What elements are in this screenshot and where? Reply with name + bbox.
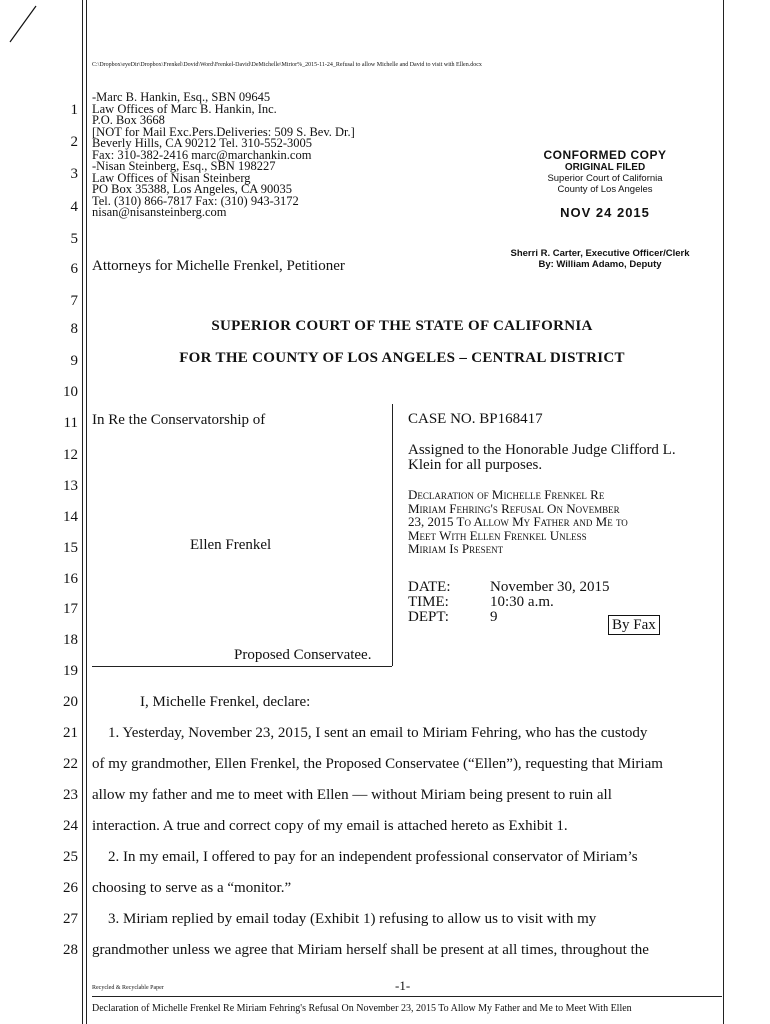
line-number: 9 [70,353,78,369]
caption-underline [92,666,392,667]
line-number: 20 [63,694,78,710]
stamp-line: ORIGINAL FILED [564,162,646,173]
body-line: 1. Yesterday, November 23, 2015, I sent an email to Miriam Fehring, who has the custody [108,725,648,741]
line-number: 26 [63,880,78,896]
body-line: I, Michelle Frenkel, declare: [140,694,311,710]
counsel-line: -Nisan Steinberg, Esq., SBN 198227 [92,159,276,173]
counsel-line: PO Box 35388, Los Angeles, CA 90035 [92,182,293,196]
footer-title: Declaration of Michelle Frenkel Re Miriam Fehring's Refusal On November 23, 2015 To Allow My Father and Me to Meet With Ellen [92,1003,632,1014]
case-assigned-line: Assigned to the Honorable Judge Clifford L. [408,442,676,458]
caption-name: Ellen Frenkel [190,537,272,553]
clerk-stamp [490,248,710,270]
hearing-date-label: DATE: [408,579,451,595]
caption-divider [392,404,393,666]
line-number: 3 [70,166,78,182]
stamp-date: NOV 24 2015 [560,205,650,220]
line-number: 25 [63,849,78,865]
line-number: 7 [70,293,78,309]
clerk-line: By: William Adamo, Deputy [538,259,662,270]
counsel-line: Beverly Hills, CA 90212 Tel. 310-552-3005 [92,136,313,150]
caption-in-re: In Re the Conservatorship of [92,412,266,428]
line-number: 12 [63,447,78,463]
body-line: interaction. A true and correct copy of my email is attached hereto as Exhibit 1. [92,818,568,834]
counsel-line: -Marc B. Hankin, Esq., SBN 09645 [92,90,271,104]
line-number: 6 [70,261,78,277]
declaration-title [408,488,720,556]
line-number: 5 [70,231,78,247]
page-number: -1- [395,978,411,993]
hearing-dept-value: 9 [490,609,498,625]
line-number: 11 [63,415,78,431]
stamp-line: County of Los Angeles [557,184,653,195]
right-margin-line [723,0,724,1024]
body-line: 3. Miriam replied by email today (Exhibit 1) refusing to allow us to visit with my [108,911,597,927]
hearing-info [408,580,610,625]
counsel-line: Fax: 310-382-2416 marc@marchankin.com [92,147,312,162]
file-path-header: C:\Dropbox\eyeDir\Dropbox\Frenkel\Dovid\Word\Frenkel-David\DeMichelle\Mirior%_2015-11-24_Refusal to allow Michelle and David to visit with Ellen.docx [92,62,482,68]
counsel-line: P.O. Box 3668 [92,113,165,127]
body-line: allow my father and me to meet with Ellen — without Miriam being present to ruin all [92,787,612,803]
line-number: 4 [70,199,78,215]
line-number: 13 [63,478,78,494]
left-margin-line-inner [86,0,87,1024]
case-assigned-line: Klein for all purposes. [408,457,543,473]
declaration-title-line: Declaration of Michelle Frenkel Re [408,487,605,502]
line-number: 22 [63,756,78,772]
declaration-title-line: 23, 2015 To Allow My Father and Me to [408,514,628,529]
clerk-line: Sherri R. Carter, Executive Officer/Clerk [510,248,690,259]
court-name-line-1: SUPERIOR COURT OF THE STATE OF CALIFORNIA [211,318,593,334]
line-number: 28 [63,942,78,958]
line-number: 16 [63,571,78,587]
line-number: 24 [63,818,78,834]
body-line: choosing to serve as a “monitor.” [92,880,292,896]
body-line: 2. In my email, I offered to pay for an independent professional conservator of Miriam’s [108,849,638,865]
hearing-time-value: 10:30 a.m. [490,594,554,610]
footer-rule [92,996,722,997]
counsel-block [92,92,355,219]
counsel-line: Law Offices of Marc B. Hankin, Inc. [92,101,277,116]
counsel-line: nisan@nisansteinberg.com [92,205,227,219]
declaration-title-line: Meet With Ellen Frenkel Unless [408,527,587,543]
body-line: of my grandmother, Ellen Frenkel, the Proposed Conservatee (“Ellen”), requesting that Miriam [92,756,663,772]
hearing-dept-label: DEPT: [408,609,449,625]
stamp-line: Superior Court of California [547,173,663,184]
line-number: 27 [63,911,78,927]
line-number: 8 [70,321,78,337]
hearing-time-label: TIME: [408,594,449,610]
counsel-line: [NOT for Mail Exc.Pers.Deliveries: 509 S. Bev. Dr.] [92,124,355,139]
line-number: 17 [63,601,78,617]
filing-stamp [505,148,705,220]
counsel-line: Law Offices of Nisan Steinberg [92,170,251,185]
line-number: 15 [63,540,78,556]
attorneys-for: Attorneys for Michelle Frenkel, Petitioner [92,258,345,274]
line-number: 19 [63,663,78,679]
hearing-date-value: November 30, 2015 [490,579,610,595]
line-number: 2 [70,134,78,150]
counsel-line: Tel. (310) 866-7817 Fax: (310) 943-3172 [92,193,299,208]
line-number: 1 [70,102,78,118]
line-number: 23 [63,787,78,803]
declaration-title-line: Miriam Fehring's Refusal On November [408,500,620,516]
stamp-line: CONFORMED COPY [543,148,667,162]
body-line: grandmother unless we agree that Miriam herself shall be present at all times, throughout the [92,942,649,958]
left-margin-line [82,0,83,1024]
case-number: CASE NO. BP168417 [408,411,543,427]
court-name-line-2: FOR THE COUNTY OF LOS ANGELES – CENTRAL DISTRICT [179,350,625,366]
footer-paper-note: Recycled & Recyclable Paper [92,985,164,991]
declaration-title-line: Miriam Is Present [408,541,504,556]
line-number: 14 [63,509,78,525]
corner-mark [8,4,38,44]
caption-role: Proposed Conservatee. [234,647,372,663]
line-number: 10 [63,384,78,400]
line-number: 18 [63,632,78,648]
line-number: 21 [63,725,78,741]
by-fax-box: By Fax [608,615,660,635]
